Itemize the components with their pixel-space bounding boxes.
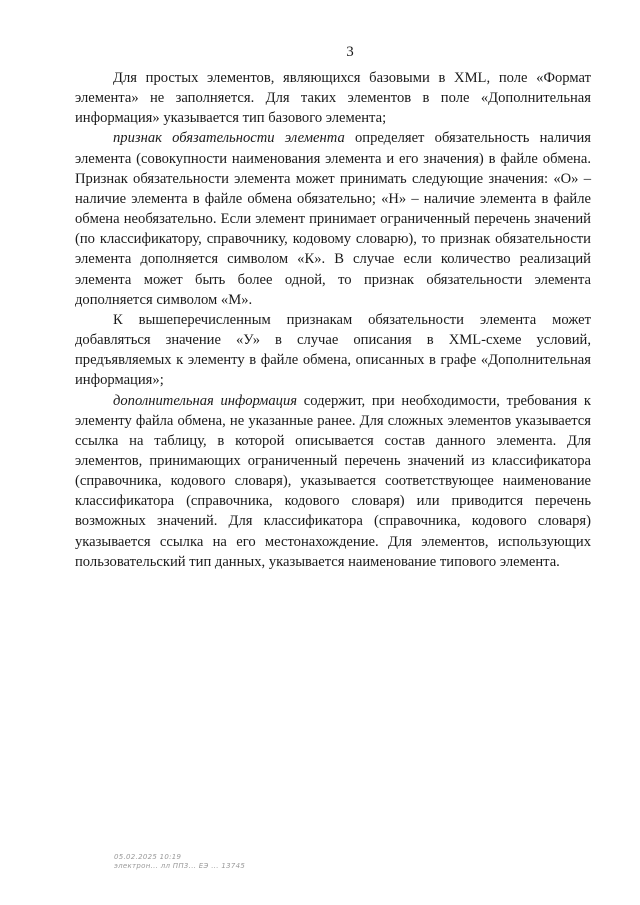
paragraph-required-flag xyxy=(75,128,591,309)
paragraph-text: содержит, при необходимости, требования к элементу файла обмена, не указанные ранее. Для сложных элементов указывается ссылка на таблицу, в которой описывается состав данного элемента. Для элементов, принимающих ограниченный перечень значений из классификатора (справочника, кодового словаря), указывается соответствующее наименование классификатора (справочника, кодового словаря) или приводится перечень возможных значений. Для классификатора (справочника, кодового словаря) указывается ссылка на его местонахождение. Для элементов, использующих пользовательский тип данных, указывается наименование типового элемента. xyxy=(75,392,591,570)
page-number: 3 xyxy=(346,44,354,60)
electronic-signature-stamp xyxy=(114,853,245,871)
paragraph-text: Для простых элементов, являющихся базовыми в XML, поле «Формат элемента» не заполняется. Для таких элементов в поле «Дополнительная информация» указывается тип базового элемента; xyxy=(75,70,591,127)
paragraph-additional-info xyxy=(75,391,591,572)
paragraph-simple-elements xyxy=(75,68,591,128)
document-body xyxy=(75,68,591,572)
paragraph-text: определяет обязательность наличия элемента (совокупности наименования элемента и его значения) в файле обмена. Признак обязательности элемента может принимать следующие значения: «О» – наличие элемента в файле обмена обязательно; «Н» – наличие элемента в файле обмена необязательно. Если элемент принимает ограниченный перечень значений (по классификатору, справочнику, кодовому словарю), то признак обязательности элемента дополняется символом «К». В случае если количество реализаций элемента может быть более одной, то признак обязательности элемента дополняется символом «М». xyxy=(75,130,591,308)
stamp-registration: электрон... лл ПП3... ЕЭ ... 13745 xyxy=(114,862,246,870)
paragraph-condition-flag xyxy=(75,310,591,391)
paragraph-lead-term: признак обязательности элемента xyxy=(113,130,345,147)
stamp-date: 05.02.2025 10:19 xyxy=(114,853,182,861)
paragraph-lead-term: дополнительная информация xyxy=(113,392,298,409)
paragraph-text: К вышеперечисленным признакам обязательности элемента может добавляться значение «У» в случае описания в XML-схеме условий, предъявляемых к элементу в файле обмена, описанных в графе «Дополнительная информация»; xyxy=(75,311,591,389)
